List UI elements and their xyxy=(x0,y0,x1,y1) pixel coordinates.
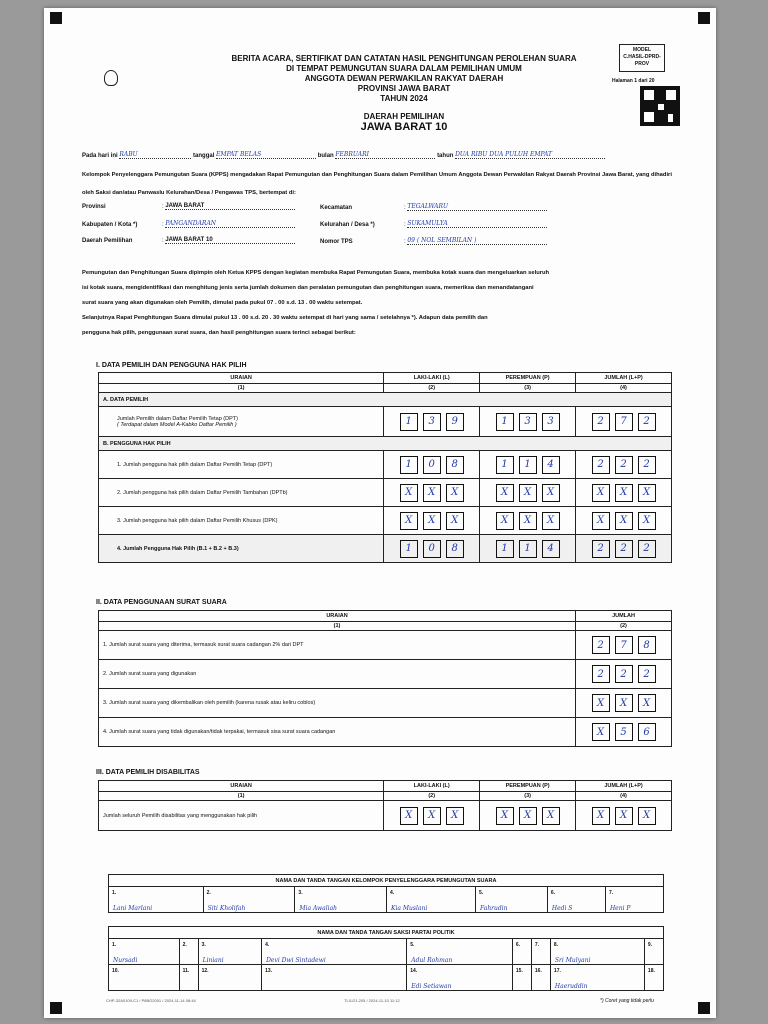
col-header: URAIAN xyxy=(99,611,576,622)
procedure-line: isi kotak suara, mengidentifikasi dan menghitung jenis serta jumlah dokumen dan peralatan pemungutan dan penghitungan suara, memeriksa dan menandatangani xyxy=(82,285,534,291)
location-provinsi: Provinsi : JAWA BARAT xyxy=(82,203,295,210)
digit-box[interactable]: 1 xyxy=(400,456,418,474)
digit-box[interactable]: X xyxy=(615,694,633,712)
bulan-value: FEBRUARI xyxy=(335,151,435,159)
table-header-row xyxy=(99,611,672,622)
row-label: Jumlah seluruh Pemilih disabilitas yang menggunakan hak pilih xyxy=(99,801,384,831)
sig-number: 11. xyxy=(182,968,190,974)
col-number: (2) xyxy=(384,384,480,393)
label: Kabupaten / Kota *) xyxy=(82,222,138,228)
location-kelurahan: Kelurahan / Desa *) : SUKAMULYA xyxy=(320,220,547,228)
signatory-name: Devi Dwi Sintadewi xyxy=(266,957,326,964)
digit-boxes xyxy=(580,723,667,741)
digit-box[interactable]: X xyxy=(638,512,656,530)
digit-box[interactable]: 3 xyxy=(519,413,537,431)
section-3-title: III. DATA PEMILIH DISABILITAS xyxy=(96,769,200,776)
row-note: ( Terdapat dalam Model A-Kabko Daftar Pemilih ) xyxy=(117,421,237,428)
intro-text: Kelompok Penyelenggara Pemungutan Suara (KPPS) mengadakan Rapat Pemungutan dan Penghitungan Suara dalam Pemilihan Umum Anggota Dewan Perwakilan Rakyat Daerah Provinsi Jawa Barat, yang dihadiri oleh Saksi dan/atau Panwaslu Kelurahan/Desa / Pengawas TPS, bertempat di: xyxy=(82,172,672,196)
document-title xyxy=(174,54,634,104)
dapil-label: DAERAH PEMILIHAN xyxy=(363,112,445,121)
digit-box[interactable]: 8 xyxy=(446,540,464,558)
sig-number: 3. xyxy=(298,890,303,896)
sig-number: 4. xyxy=(390,890,395,896)
kpps-signature-title: NAMA DAN TANDA TANGAN KELOMPOK PENYELENGGARA PEMUNGUTAN SUARA xyxy=(109,875,664,887)
digit-boxes xyxy=(484,413,571,431)
signatory-name: Haeruddin xyxy=(554,983,588,990)
model-line: MODEL xyxy=(632,47,652,53)
digit-box[interactable]: 9 xyxy=(446,413,464,431)
digit-box[interactable]: X xyxy=(542,484,560,502)
form-sheet xyxy=(44,8,716,1018)
row-label: Jumlah Pemilih dalam Daftar Pemilih Tetap (DPT) xyxy=(117,415,238,422)
provinsi-value: JAWA BARAT xyxy=(165,203,295,210)
row-label: 1. Jumlah pengguna hak pilih dalam Daftar Pemilih Tetap (DPT) xyxy=(99,451,384,479)
digit-box[interactable]: 2 xyxy=(615,540,633,558)
digit-box[interactable]: 4 xyxy=(542,456,560,474)
qr-code-icon xyxy=(640,86,680,126)
digit-box[interactable]: 2 xyxy=(592,456,610,474)
title-line: DI TEMPAT PEMUNGUTAN SUARA DALAM PEMILIHAN UMUM xyxy=(286,64,522,73)
title-line: PROVINSI JAWA BARAT xyxy=(357,84,451,93)
signatory-name: Nursadi xyxy=(113,957,138,964)
table-row xyxy=(99,631,672,660)
tps-value: 09 ( NOL SEMBILAN ) xyxy=(407,237,547,245)
sig-number: 6. xyxy=(515,942,521,948)
kelurahan-value: SUKAMULYA xyxy=(407,220,547,228)
saksi-signature-table xyxy=(108,926,664,991)
digit-boxes xyxy=(580,636,667,654)
table-subheader-row xyxy=(99,622,672,631)
location-kecamatan: Kecamatan : TEGALWARU xyxy=(320,203,547,211)
digit-box[interactable]: X xyxy=(638,807,656,825)
signatory-name: Siti Kholifah xyxy=(207,905,246,912)
col-number: (2) xyxy=(384,792,480,801)
digit-boxes xyxy=(388,413,475,431)
digit-boxes xyxy=(484,456,571,474)
sig-number: 6. xyxy=(550,890,556,896)
title-line: BERITA ACARA, SERTIFIKAT DAN CATATAN HASIL PENGHITUNGAN PEROLEHAN SUARA xyxy=(231,54,577,63)
table-header-row xyxy=(99,781,672,792)
col-number: (3) xyxy=(480,792,576,801)
digit-boxes xyxy=(388,540,475,558)
row-label: 1. Jumlah surat suara yang diterima, termasuk surat suara cadangan 2% dari DPT xyxy=(99,631,576,660)
table-row xyxy=(99,660,672,689)
col-number: (1) xyxy=(99,622,576,631)
footer-note: *) Coret yang tidak perlu xyxy=(600,998,654,1004)
section-1-title: I. DATA PEMILIH DAN PENGGUNA HAK PILIH xyxy=(96,362,247,369)
sig-number: 1. xyxy=(112,890,117,896)
registration-mark xyxy=(698,1002,710,1014)
signatory-name: Liniani xyxy=(202,957,224,964)
digit-boxes xyxy=(484,540,571,558)
digit-boxes xyxy=(580,665,667,683)
signatory-name: Mia Awaliah xyxy=(299,905,338,912)
digit-boxes xyxy=(484,484,571,502)
col-number: (3) xyxy=(480,384,576,393)
signatory-name: Lani Marlani xyxy=(113,905,153,912)
signatory-name: Kia Muslani xyxy=(391,905,428,912)
registration-mark xyxy=(698,12,710,24)
digit-box[interactable]: X xyxy=(400,807,418,825)
digit-box[interactable]: 0 xyxy=(423,456,441,474)
digit-box[interactable]: 2 xyxy=(592,636,610,654)
col-header: JUMLAH (L+P) xyxy=(576,373,672,384)
sig-number: 15. xyxy=(515,968,523,974)
digit-box[interactable]: X xyxy=(423,807,441,825)
sig-number: 17. xyxy=(553,968,561,974)
table-row xyxy=(99,407,672,437)
digit-boxes xyxy=(580,694,667,712)
table-header-row xyxy=(99,373,672,384)
digit-box[interactable]: 1 xyxy=(496,413,514,431)
digit-boxes xyxy=(388,807,475,825)
digit-boxes xyxy=(388,484,475,502)
signature-row xyxy=(109,939,664,965)
digit-box[interactable]: 2 xyxy=(638,456,656,474)
model-box xyxy=(619,44,665,72)
sig-number: 1. xyxy=(112,942,117,948)
sig-number: 2. xyxy=(182,942,187,948)
signatory-name: Fahrudin xyxy=(479,905,508,912)
model-line: C.HASIL-DPRD- xyxy=(623,54,661,60)
signature-row xyxy=(109,965,664,991)
digit-box[interactable]: X xyxy=(638,484,656,502)
registration-mark xyxy=(50,12,62,24)
page-number: Halaman 1 dari 20 xyxy=(612,78,655,84)
col-header: PEREMPUAN (P) xyxy=(480,781,576,792)
digit-box[interactable]: 7 xyxy=(615,413,633,431)
hari-value: RABU xyxy=(119,151,191,159)
label: Provinsi xyxy=(82,204,106,210)
row-label: 2. Jumlah pengguna hak pilih dalam Daftar Pemilih Tambahan (DPTb) xyxy=(99,479,384,507)
col-header: LAKI-LAKI (L) xyxy=(384,373,480,384)
sig-number: 18. xyxy=(647,968,655,974)
sig-number: 16. xyxy=(534,968,542,974)
dapil-value: JAWA BARAT 10 xyxy=(165,237,295,244)
digit-box[interactable]: X xyxy=(446,484,464,502)
digit-box[interactable]: X xyxy=(423,512,441,530)
dapil-heading xyxy=(344,112,464,133)
date-line xyxy=(82,151,605,159)
voter-data-table xyxy=(98,372,672,563)
procedure-text xyxy=(82,266,672,341)
procedure-line: pengguna hak pilih, penggunaan surat suara, dan hasil penghitungan suara terinci sebagai berikut: xyxy=(82,330,356,336)
digit-box[interactable]: X xyxy=(446,512,464,530)
title-line: TAHUN 2024 xyxy=(380,94,428,103)
col-number: (1) xyxy=(99,384,384,393)
digit-box[interactable]: X xyxy=(400,484,418,502)
digit-box[interactable]: X xyxy=(615,484,633,502)
digit-boxes xyxy=(388,512,475,530)
col-header: URAIAN xyxy=(99,373,384,384)
table-subheader-row xyxy=(99,792,672,801)
label: tanggal xyxy=(193,153,215,159)
sig-number: 13. xyxy=(265,968,273,974)
digit-box[interactable]: 0 xyxy=(423,540,441,558)
procedure-line: Selanjutnya Rapat Penghitungan Suara dimulai pukul 13 . 00 s.d. 20 . 30 waktu setempat di hari yang sama / setelahnya *). Adapun data pemilih dan xyxy=(82,315,488,321)
digit-boxes xyxy=(580,413,667,431)
digit-box[interactable]: X xyxy=(519,484,537,502)
table-row xyxy=(99,689,672,718)
location-kabupaten: Kabupaten / Kota *) : PANGANDARAN xyxy=(82,220,295,228)
tanggal-value: EMPAT BELAS xyxy=(216,151,316,159)
sig-number: 9. xyxy=(647,942,653,948)
sig-number: 7. xyxy=(608,890,614,896)
label: Nomor TPS xyxy=(320,239,353,245)
digit-box[interactable]: X xyxy=(542,512,560,530)
digit-box[interactable]: 1 xyxy=(400,413,418,431)
model-line: PROV xyxy=(634,61,650,67)
digit-box[interactable]: 1 xyxy=(496,456,514,474)
digit-boxes xyxy=(388,456,475,474)
dapil-value: JAWA BARAT 10 xyxy=(360,121,448,133)
signatory-name: Edi Setiawan xyxy=(411,983,452,990)
table-row xyxy=(99,535,672,563)
digit-box[interactable]: 6 xyxy=(638,723,656,741)
digit-box[interactable]: 8 xyxy=(638,636,656,654)
digit-box[interactable]: 8 xyxy=(446,456,464,474)
tahun-value: DUA RIBU DUA PULUH EMPAT xyxy=(455,151,605,159)
sig-number: 8. xyxy=(553,942,559,948)
digit-boxes xyxy=(580,484,667,502)
digit-box[interactable]: 2 xyxy=(615,665,633,683)
row-label: 3. Jumlah surat suara yang dikembalikan oleh pemilih (karena rusak atau keliru coblos) xyxy=(99,689,576,718)
digit-boxes xyxy=(484,807,571,825)
table-row xyxy=(99,507,672,535)
digit-box[interactable]: X xyxy=(446,807,464,825)
digit-box[interactable]: X xyxy=(496,807,514,825)
digit-box[interactable]: X xyxy=(592,723,610,741)
digit-boxes xyxy=(580,512,667,530)
label: Kecamatan xyxy=(320,205,353,211)
digit-box[interactable]: 3 xyxy=(423,413,441,431)
row-label: 2. Jumlah surat suara yang digunakan xyxy=(99,660,576,689)
digit-box[interactable]: X xyxy=(519,512,537,530)
sig-number: 12. xyxy=(201,968,209,974)
table-row xyxy=(99,479,672,507)
digit-box[interactable]: X xyxy=(542,807,560,825)
procedure-line: Pemungutan dan Penghitungan Suara dipimpin oleh Ketua KPPS dengan kegiatan membuka Rapat Pemungutan Suara, membuka kotak suara dan mengeluarkan seluruh xyxy=(82,270,550,276)
digit-box[interactable]: X xyxy=(423,484,441,502)
sig-number: 10. xyxy=(112,968,119,974)
digit-box[interactable]: 7 xyxy=(615,636,633,654)
subsection-a-title: A. DATA PEMILIH xyxy=(99,393,672,407)
row-label: 4. Jumlah Pengguna Hak Pilih (B.1 + B.2 + B.3) xyxy=(99,535,384,563)
sig-number: 7. xyxy=(534,942,540,948)
label: Daerah Pemilihan xyxy=(82,238,133,244)
digit-box[interactable]: X xyxy=(592,484,610,502)
digit-boxes xyxy=(484,512,571,530)
col-number: (1) xyxy=(99,792,384,801)
digit-box[interactable]: X xyxy=(519,807,537,825)
footer-code: TLI1/21.205 / 2024-11-10 11:12 xyxy=(344,998,400,1003)
label: tahun xyxy=(437,153,454,159)
digit-box[interactable]: X xyxy=(615,512,633,530)
digit-box[interactable]: 2 xyxy=(638,540,656,558)
disability-table xyxy=(98,780,672,831)
digit-box[interactable]: 2 xyxy=(592,540,610,558)
col-number: (4) xyxy=(576,384,672,393)
sig-number: 4. xyxy=(265,942,270,948)
digit-box[interactable]: X xyxy=(496,484,514,502)
location-tps: Nomor TPS : 09 ( NOL SEMBILAN ) xyxy=(320,237,547,245)
kpu-logo-icon xyxy=(104,70,118,86)
digit-box[interactable]: X xyxy=(592,807,610,825)
digit-box[interactable]: X xyxy=(638,694,656,712)
ballot-usage-table xyxy=(98,610,672,747)
kpps-signature-table xyxy=(108,874,664,913)
procedure-line: surat suara yang akan digunakan oleh Pemilih, dimulai pada pukul 07 . 00 s.d. 13 . 00 waktu setempat. xyxy=(82,300,363,306)
label: Kelurahan / Desa *) xyxy=(320,222,375,228)
kabupaten-value: PANGANDARAN xyxy=(165,220,295,228)
digit-box[interactable]: X xyxy=(496,512,514,530)
sig-number: 5. xyxy=(410,942,415,948)
digit-box[interactable]: 2 xyxy=(638,665,656,683)
title-line: ANGGOTA DEWAN PERWAKILAN RAKYAT DAERAH xyxy=(304,74,504,83)
digit-box[interactable]: 1 xyxy=(519,540,537,558)
col-header: JUMLAH (L+P) xyxy=(576,781,672,792)
digit-boxes xyxy=(580,456,667,474)
digit-box[interactable]: 1 xyxy=(519,456,537,474)
sig-number: 3. xyxy=(201,942,206,948)
table-subheader-row xyxy=(99,384,672,393)
col-header: LAKI-LAKI (L) xyxy=(384,781,480,792)
signature-row xyxy=(109,887,664,913)
digit-box[interactable]: 2 xyxy=(615,456,633,474)
digit-box[interactable]: X xyxy=(400,512,418,530)
signatory-name: Sri Mulyani xyxy=(554,957,591,964)
signatory-name: Heni P xyxy=(609,905,631,912)
sig-number: 5. xyxy=(478,890,484,896)
registration-mark xyxy=(50,1002,62,1014)
table-row xyxy=(99,451,672,479)
subsection-b-title: B. PENGGUNA HAK PILIH xyxy=(99,437,672,451)
table-row xyxy=(99,801,672,831)
digit-box[interactable]: 2 xyxy=(638,413,656,431)
sig-number: 14. xyxy=(410,968,418,974)
kecamatan-value: TEGALWARU xyxy=(407,203,547,211)
row-label: 4. Jumlah surat suara yang tidak digunakan/tidak terpakai, termasuk sisa surat suara cadangan xyxy=(99,718,576,747)
digit-box[interactable]: 4 xyxy=(542,540,560,558)
sig-number: 2. xyxy=(206,890,211,896)
location-dapil: Daerah Pemilihan : JAWA BARAT 10 xyxy=(82,237,295,244)
digit-box[interactable]: 2 xyxy=(592,413,610,431)
col-number: (4) xyxy=(576,792,672,801)
digit-box[interactable]: 1 xyxy=(496,540,514,558)
col-number: (2) xyxy=(576,622,672,631)
section-2-title: II. DATA PENGGUNAAN SURAT SUARA xyxy=(96,599,227,606)
table-row xyxy=(99,718,672,747)
label: Pada hari ini xyxy=(82,153,118,159)
signatory-name: Hedi S xyxy=(551,905,573,912)
digit-box[interactable]: 5 xyxy=(615,723,633,741)
digit-box[interactable]: X xyxy=(592,512,610,530)
digit-box[interactable]: X xyxy=(615,807,633,825)
col-header: PEREMPUAN (P) xyxy=(480,373,576,384)
digit-box[interactable]: X xyxy=(592,694,610,712)
label: bulan xyxy=(317,153,334,159)
digit-boxes xyxy=(580,807,667,825)
col-header: URAIAN xyxy=(99,781,384,792)
saksi-signature-title: NAMA DAN TANDA TANGAN SAKSI PARTAI POLITIK xyxy=(109,927,664,939)
digit-boxes xyxy=(580,540,667,558)
row-label: 3. Jumlah pengguna hak pilih dalam Daftar Pemilih Khusus (DPK) xyxy=(99,507,384,535)
digit-box[interactable]: 1 xyxy=(400,540,418,558)
col-header: JUMLAH xyxy=(576,611,672,622)
footer-code: CHP-32A0109-C1 / P8BO2001 / 2024-11-14 08:44 xyxy=(106,998,196,1003)
digit-box[interactable]: 2 xyxy=(592,665,610,683)
signatory-name: Adul Rohman xyxy=(411,957,453,964)
digit-box[interactable]: 3 xyxy=(542,413,560,431)
